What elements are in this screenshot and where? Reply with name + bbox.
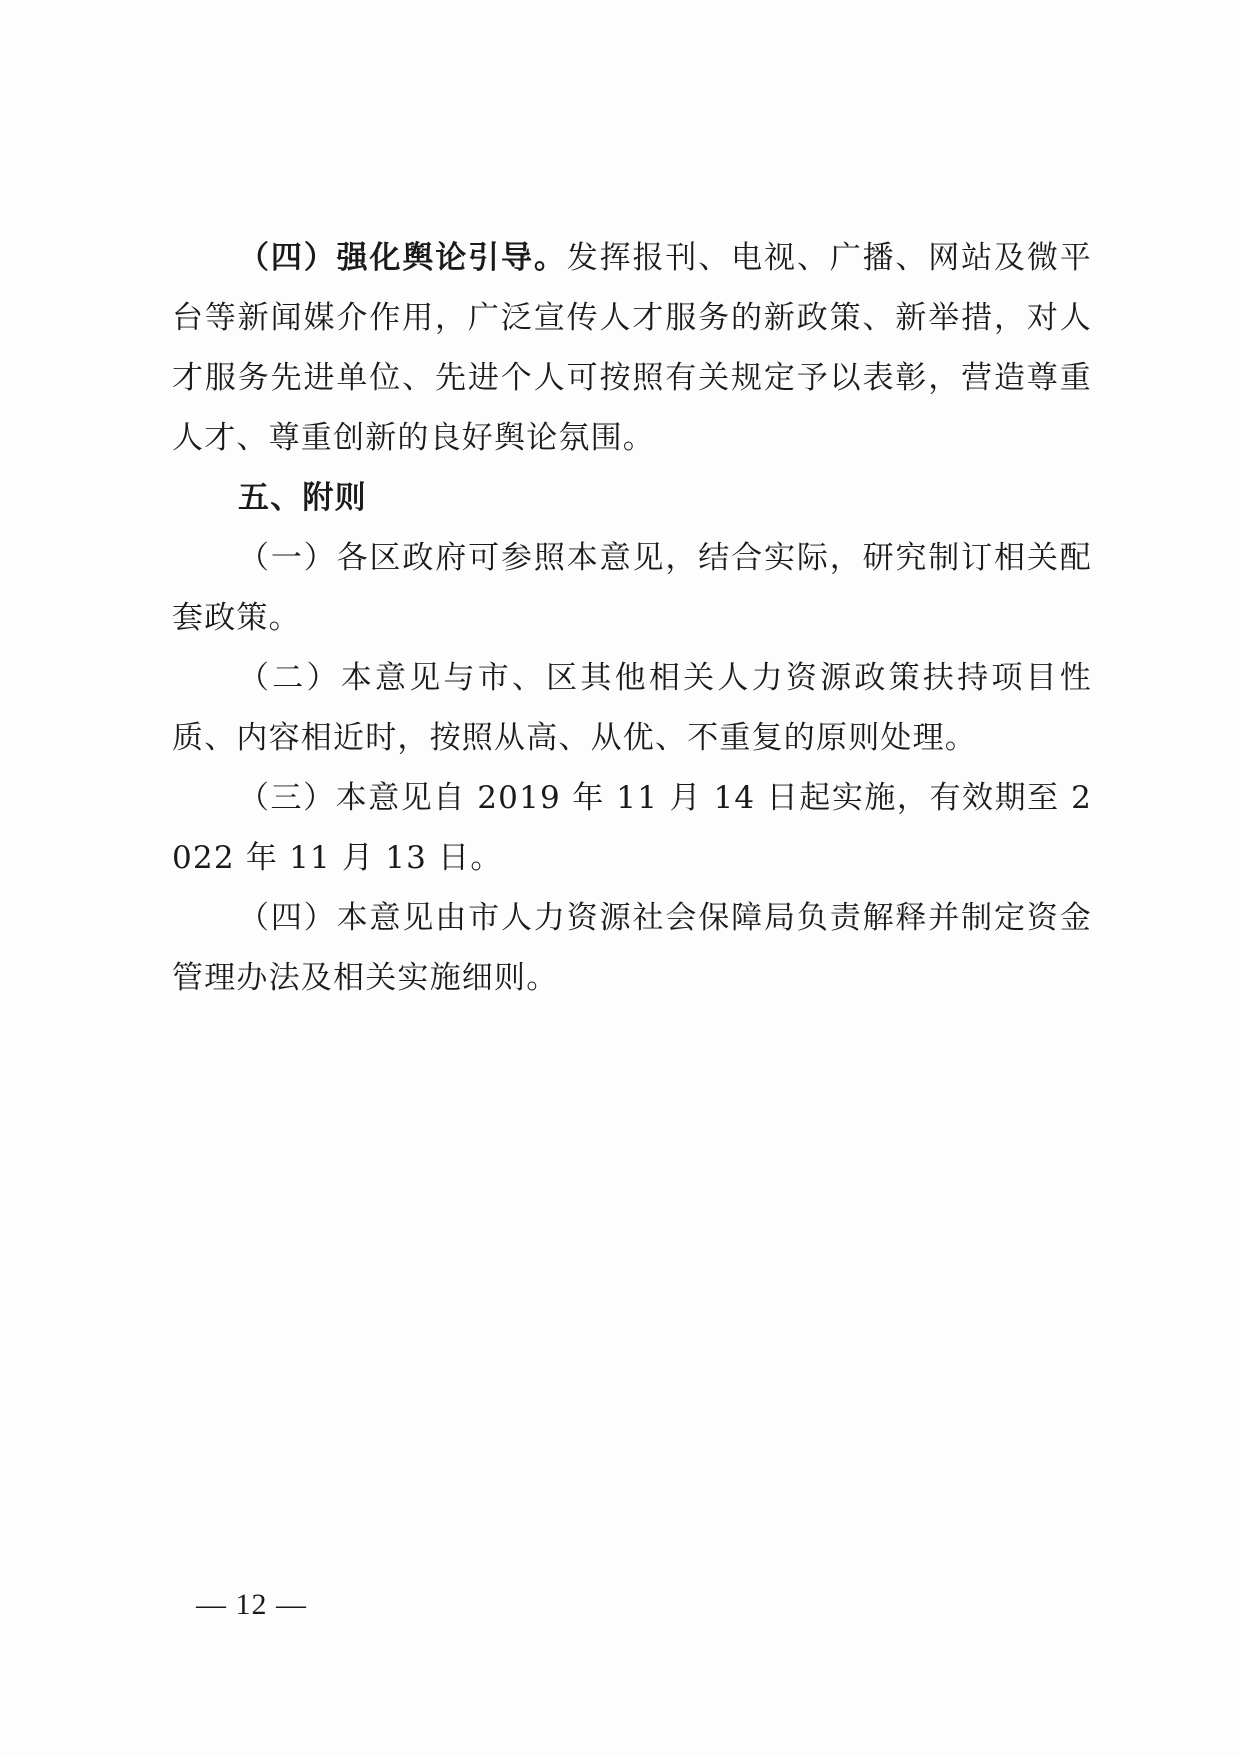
provision-2: （二）本意见与市、区其他相关人力资源政策扶持项目性质、内容相近时，按照从高、从优、不重复的原则处理。 [172,660,1092,756]
provision-3: （三）本意见自 2019 年 11 月 14 日起实施，有效期至 2022 年 11 月 13 日。 [172,780,1092,876]
document-body [172,228,1092,1008]
paragraph-text: 发挥报刊、电视、广播、网站及微平台等新闻媒介作用，广泛宣传人才服务的新政策、新举措，对人才服务先进单位、先进个人可按照有关规定予以表彰，营造尊重人才、尊重创新的良好舆论氛围。 [172,240,1092,456]
provision-1: （一）各区政府可参照本意见，结合实际，研究制订相关配套政策。 [172,540,1092,636]
paragraph-strengthen-public-opinion [172,228,1092,468]
paragraph-lead: （四）强化舆论引导。 [238,240,567,276]
section-heading-supplementary-provisions: 五、附则 [238,480,367,516]
provision-4: （四）本意见由市人力资源社会保障局负责解释并制定资金管理办法及相关实施细则。 [172,900,1092,996]
page-number: — 12 — [196,1588,307,1621]
